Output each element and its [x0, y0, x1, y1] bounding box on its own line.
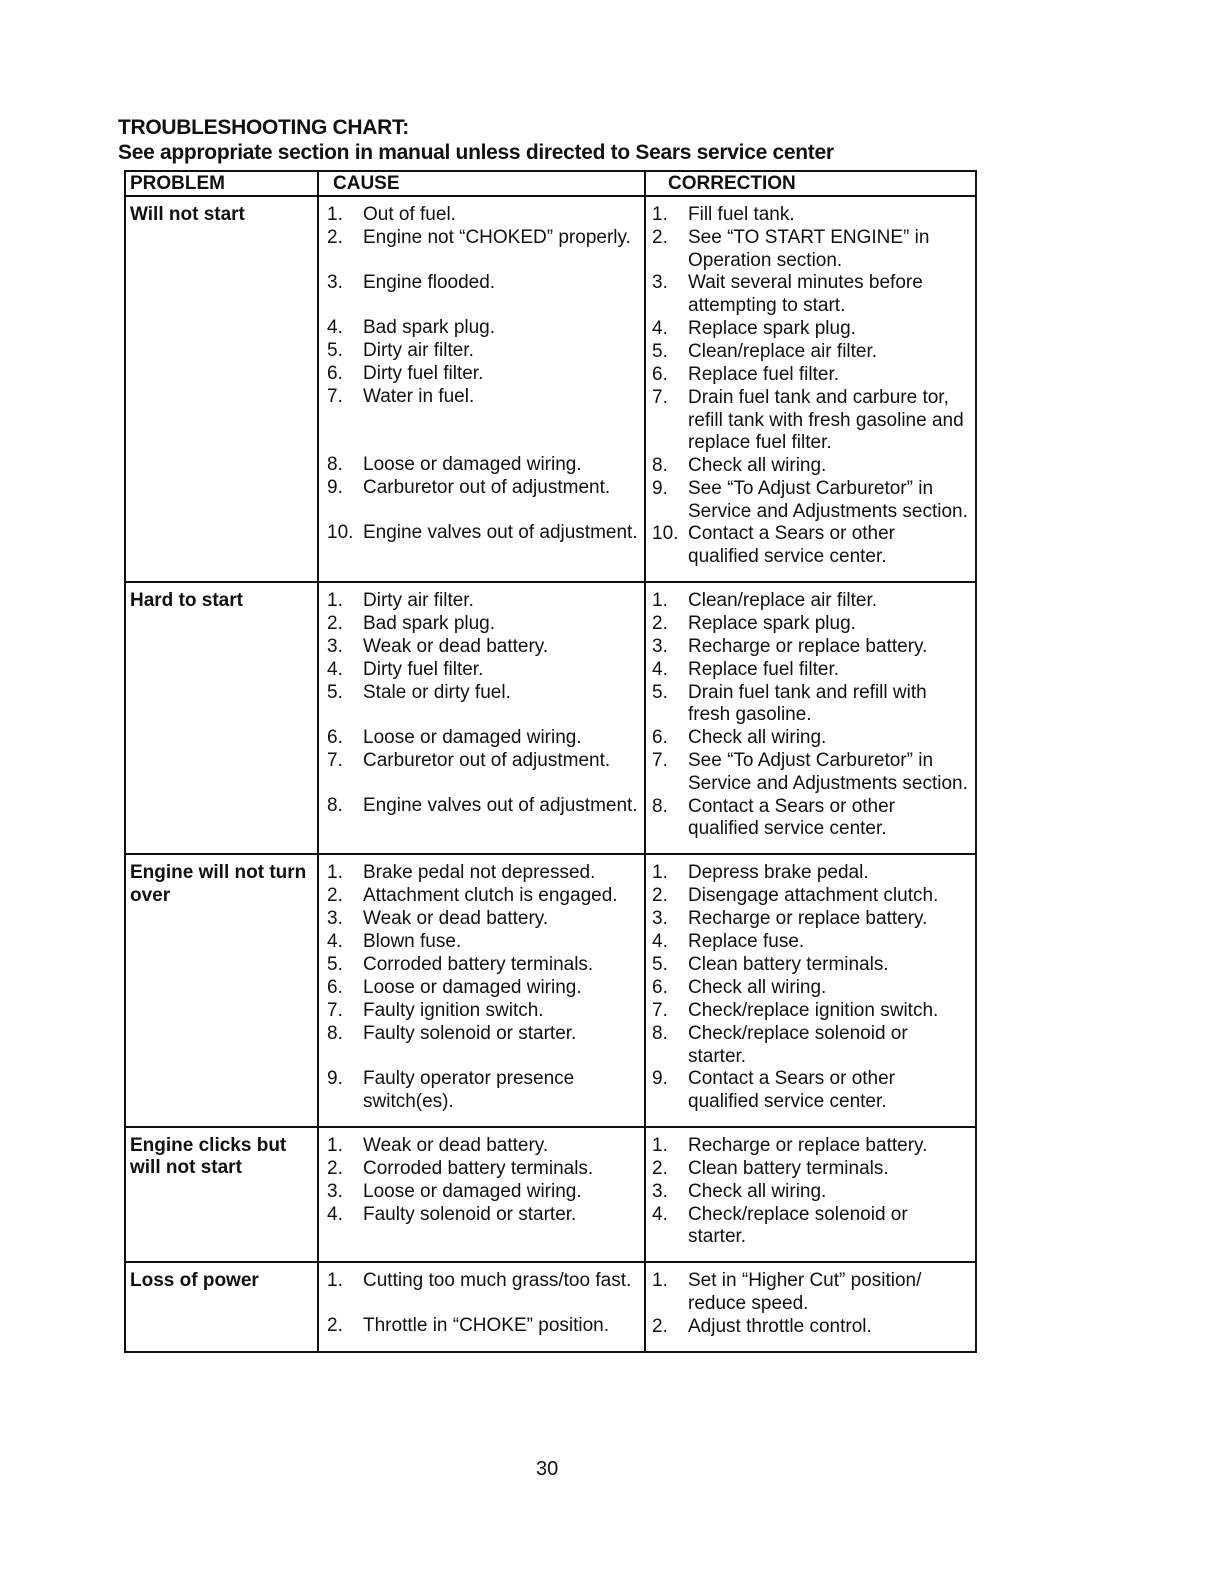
list-item: [652, 590, 971, 613]
cause-text: Loose or damaged wiring.: [363, 454, 582, 475]
cause-text: Weak or dead battery.: [363, 635, 549, 657]
correction-text: Check/replace solenoid or starter.: [688, 1203, 908, 1248]
item-number: 5.: [327, 340, 343, 361]
cause-text: Faulty operator presence switch(es).: [363, 1067, 575, 1112]
list-item: [652, 204, 971, 227]
correction-text: Clean/replace air filter.: [688, 589, 878, 611]
cause-text: Loose or damaged wiring.: [363, 726, 582, 748]
list-item: [327, 522, 640, 567]
correction-text: Drain fuel tank and refill with fresh gasoline.: [688, 681, 927, 726]
list-item: [327, 727, 640, 750]
item-number: 2.: [327, 1315, 343, 1337]
item-number: 1.: [327, 861, 343, 883]
list-item: [652, 364, 971, 387]
column-header-correction: CORRECTION: [645, 171, 976, 196]
list-item: [327, 954, 640, 977]
cause-text: Water in fuel.: [363, 386, 475, 407]
problem-cell: Loss of power: [125, 1262, 318, 1351]
item-number: 6.: [652, 976, 668, 998]
list-item: [327, 750, 640, 795]
cause-list: [327, 204, 640, 567]
cause-text: Dirty air filter.: [363, 340, 474, 361]
cause-text: Attachment clutch is engaged.: [363, 884, 618, 906]
item-number: 1.: [327, 1134, 343, 1156]
cause-cell: [318, 1262, 645, 1351]
list-item: [327, 1000, 640, 1023]
page-number: 30: [536, 1458, 559, 1480]
cause-text: Engine not “CHOKED” properly.: [363, 227, 631, 248]
cause-text: Weak or dead battery.: [363, 1134, 549, 1156]
correction-text: Check all wiring.: [688, 454, 827, 476]
item-number: 8.: [327, 794, 343, 816]
item-number: 5.: [652, 340, 668, 362]
correction-text: Depress brake pedal.: [688, 861, 869, 883]
table-row: [125, 1127, 976, 1262]
cause-text: Weak or dead battery.: [363, 907, 549, 929]
item-number: 2.: [652, 1157, 668, 1179]
correction-text: Check all wiring.: [688, 727, 827, 749]
item-number: 3.: [652, 272, 668, 294]
list-item: [652, 1158, 971, 1181]
cause-text: Carburetor out of adjustment.: [363, 749, 611, 771]
table-body: [125, 196, 976, 1352]
item-number: 4.: [327, 317, 343, 338]
correction-list: [652, 204, 971, 569]
list-item: [327, 590, 640, 613]
cause-text: Bad spark plug.: [363, 317, 496, 338]
item-number: 3.: [652, 1180, 668, 1202]
item-number: 4.: [327, 930, 343, 952]
cause-text: Faulty ignition switch.: [363, 999, 544, 1021]
problem-cell: Engine clicks but will not start: [125, 1127, 318, 1262]
item-number: 2.: [327, 884, 343, 906]
item-number: 1.: [327, 1270, 343, 1292]
list-item: [652, 318, 971, 341]
list-item: [327, 885, 640, 908]
table-row: [125, 196, 976, 582]
item-number: 1.: [652, 1134, 668, 1156]
list-item: [652, 885, 971, 908]
item-number: 7.: [652, 750, 668, 772]
cause-text: Engine flooded.: [363, 272, 496, 293]
correction-text: Recharge or replace battery.: [688, 635, 928, 657]
correction-text: Disengage attachment clutch.: [688, 884, 939, 906]
list-item: [327, 862, 640, 885]
list-item: [327, 386, 640, 454]
list-item: [327, 1158, 640, 1181]
list-item: [327, 682, 640, 727]
list-item: [652, 478, 971, 523]
list-item: [652, 1135, 971, 1158]
list-item: [652, 750, 971, 795]
correction-text: Clean battery terminals.: [688, 1157, 889, 1179]
item-number: 1.: [327, 204, 343, 225]
list-item: [327, 1315, 640, 1338]
item-number: 4.: [327, 658, 343, 680]
item-number: 3.: [327, 272, 343, 293]
item-number: 10.: [327, 522, 354, 543]
list-item: [652, 931, 971, 954]
cause-list: [327, 590, 640, 840]
chart-title: TROUBLESHOOTING CHART:: [118, 116, 409, 139]
table-row: [125, 1262, 976, 1351]
item-number: 2.: [327, 227, 343, 248]
correction-text: Set in “Higher Cut” position/ reduce speed.: [688, 1270, 922, 1314]
item-number: 7.: [327, 999, 343, 1021]
list-item: [327, 908, 640, 931]
list-item: [327, 363, 640, 386]
list-item: [652, 659, 971, 682]
correction-text: Replace spark plug.: [688, 317, 856, 339]
item-number: 8.: [652, 454, 668, 476]
cause-text: Throttle in “CHOKE” position.: [363, 1315, 610, 1337]
item-number: 3.: [652, 635, 668, 657]
item-number: 6.: [327, 363, 343, 384]
item-number: 6.: [652, 363, 668, 385]
correction-text: Contact a Sears or other qualified service center.: [688, 523, 895, 568]
cause-text: Faulty solenoid or starter.: [363, 1203, 577, 1225]
item-number: 8.: [327, 454, 343, 475]
item-number: 5.: [652, 681, 668, 703]
cause-text: Carburetor out of adjustment.: [363, 477, 611, 498]
list-item: [327, 204, 640, 227]
list-item: [327, 1181, 640, 1204]
problem-cell: Will not start: [125, 196, 318, 582]
correction-text: Replace spark plug.: [688, 612, 856, 634]
cause-text: Engine valves out of adjustment.: [363, 522, 638, 543]
item-number: 1.: [652, 204, 668, 225]
table-row: [125, 854, 976, 1127]
list-item: [652, 1204, 971, 1249]
item-number: 6.: [327, 976, 343, 998]
item-number: 4.: [652, 930, 668, 952]
item-number: 1.: [652, 1270, 668, 1292]
item-number: 3.: [652, 907, 668, 929]
chart-subtitle: See appropriate section in manual unless directed to Sears service center: [118, 141, 834, 164]
correction-text: Replace fuel filter.: [688, 363, 840, 385]
table-row: [125, 582, 976, 854]
list-item: [327, 613, 640, 636]
item-number: 8.: [327, 1022, 343, 1044]
cause-text: Stale or dirty fuel.: [363, 681, 511, 703]
cause-text: Corroded battery terminals.: [363, 953, 594, 975]
item-number: 2.: [652, 1315, 668, 1337]
list-item: [327, 454, 640, 477]
cause-cell: [318, 582, 645, 854]
item-number: 3.: [327, 907, 343, 929]
correction-text: See “To Adjust Carburetor” in Service and Adjustments section.: [688, 750, 968, 794]
list-item: [327, 636, 640, 659]
correction-text: Check/replace ignition switch.: [688, 999, 939, 1021]
list-item: [327, 477, 640, 522]
correction-text: Adjust throttle control.: [688, 1315, 872, 1337]
column-header-problem: PROBLEM: [125, 171, 318, 196]
list-item: [652, 341, 971, 364]
list-item: [652, 613, 971, 636]
list-item: [327, 977, 640, 1000]
correction-cell: [645, 854, 976, 1127]
correction-list: [652, 590, 971, 841]
correction-text: Wait several minutes before attempting to start.: [688, 272, 923, 317]
item-number: 8.: [652, 1022, 668, 1044]
list-item: [652, 636, 971, 659]
problem-cell: Hard to start: [125, 582, 318, 854]
list-item: [652, 1181, 971, 1204]
list-item: [652, 1000, 971, 1023]
list-item: [327, 1204, 640, 1249]
list-item: [327, 1023, 640, 1068]
list-item: [327, 795, 640, 840]
list-item: [327, 1270, 640, 1315]
list-item: [652, 908, 971, 931]
cause-text: Dirty fuel filter.: [363, 658, 484, 680]
correction-text: See “TO START ENGINE” in Operation section.: [688, 227, 930, 271]
item-number: 1.: [652, 589, 668, 611]
cause-text: Brake pedal not depressed.: [363, 861, 596, 883]
item-number: 6.: [652, 727, 668, 749]
item-number: 9.: [652, 1068, 668, 1090]
cause-cell: [318, 854, 645, 1127]
item-number: 2.: [652, 612, 668, 634]
list-item: [652, 727, 971, 750]
list-item: [327, 272, 640, 317]
item-number: 1.: [652, 861, 668, 883]
item-number: 3.: [327, 1180, 343, 1202]
correction-text: Recharge or replace battery.: [688, 907, 928, 929]
cause-text: Cutting too much grass/too fast.: [363, 1270, 632, 1292]
item-number: 7.: [327, 749, 343, 771]
item-number: 5.: [327, 953, 343, 975]
correction-text: Contact a Sears or other qualified service center.: [688, 1068, 895, 1113]
list-item: [652, 862, 971, 885]
item-number: 3.: [327, 635, 343, 657]
item-number: 2.: [327, 1157, 343, 1179]
correction-cell: [645, 1127, 976, 1262]
correction-text: Clean battery terminals.: [688, 953, 889, 975]
item-number: 5.: [327, 681, 343, 703]
item-number: 4.: [652, 1203, 668, 1225]
correction-text: Check all wiring.: [688, 1180, 827, 1202]
correction-text: See “To Adjust Carburetor” in Service and Adjustments section.: [688, 477, 968, 522]
correction-list: [652, 1135, 971, 1249]
list-item: [327, 931, 640, 954]
item-number: 7.: [652, 999, 668, 1021]
list-item: [652, 387, 971, 455]
list-item: [652, 954, 971, 977]
list-item: [327, 1068, 640, 1113]
cause-text: Dirty fuel filter.: [363, 363, 484, 384]
item-number: 4.: [327, 1203, 343, 1225]
cause-cell: [318, 196, 645, 582]
cause-text: Bad spark plug.: [363, 612, 496, 634]
item-number: 1.: [327, 589, 343, 611]
correction-text: Contact a Sears or other qualified service center.: [688, 795, 895, 840]
list-item: [652, 682, 971, 727]
item-number: 9.: [327, 1067, 343, 1089]
item-number: 4.: [652, 658, 668, 680]
troubleshooting-table: [124, 170, 977, 1353]
correction-text: Check all wiring.: [688, 976, 827, 998]
correction-cell: [645, 196, 976, 582]
item-number: 7.: [327, 386, 343, 407]
table-header-row: [125, 171, 976, 196]
list-item: [652, 227, 971, 272]
cause-list: [327, 1270, 640, 1338]
cause-text: Corroded battery terminals.: [363, 1157, 594, 1179]
correction-text: Drain fuel tank and carbure tor, refill tank with fresh gasoline and replace fuel filter.: [688, 386, 964, 454]
item-number: 9.: [652, 477, 668, 499]
list-item: [652, 977, 971, 1000]
item-number: 10.: [652, 523, 679, 545]
cause-cell: [318, 1127, 645, 1262]
list-item: [652, 796, 971, 841]
correction-cell: [645, 582, 976, 854]
correction-text: Fill fuel tank.: [688, 204, 795, 225]
cause-text: Out of fuel.: [363, 204, 456, 225]
list-item: [652, 1270, 971, 1315]
item-number: 5.: [652, 953, 668, 975]
list-item: [652, 1023, 971, 1068]
list-item: [652, 523, 971, 568]
list-item: [652, 1068, 971, 1113]
item-number: 2.: [652, 884, 668, 906]
column-header-cause: CAUSE: [318, 171, 645, 196]
cause-text: Dirty air filter.: [363, 589, 474, 611]
list-item: [327, 340, 640, 363]
problem-cell: Engine will not turn over: [125, 854, 318, 1127]
item-number: 4.: [652, 317, 668, 339]
cause-text: Loose or damaged wiring.: [363, 976, 582, 998]
cause-text: Engine valves out of adjustment.: [363, 794, 638, 816]
correction-list: [652, 1270, 971, 1338]
correction-text: Clean/replace air filter.: [688, 340, 878, 362]
correction-text: Replace fuse.: [688, 930, 805, 952]
cause-list: [327, 1135, 640, 1249]
list-item: [327, 227, 640, 272]
list-item: [652, 272, 971, 317]
cause-text: Loose or damaged wiring.: [363, 1180, 582, 1202]
item-number: 6.: [327, 726, 343, 748]
list-item: [327, 1135, 640, 1158]
list-item: [327, 317, 640, 340]
cause-text: Blown fuse.: [363, 930, 462, 952]
correction-list: [652, 862, 971, 1114]
item-number: 7.: [652, 386, 668, 408]
cause-list: [327, 862, 640, 1113]
item-number: 8.: [652, 795, 668, 817]
item-number: 2.: [327, 612, 343, 634]
correction-text: Recharge or replace battery.: [688, 1134, 928, 1156]
correction-text: Replace fuel filter.: [688, 658, 840, 680]
cause-text: Faulty solenoid or starter.: [363, 1022, 577, 1044]
item-number: 2.: [652, 227, 668, 248]
item-number: 9.: [327, 477, 343, 498]
list-item: [652, 1316, 971, 1339]
correction-cell: [645, 1262, 976, 1351]
list-item: [327, 659, 640, 682]
correction-text: Check/replace solenoid or starter.: [688, 1022, 908, 1067]
list-item: [652, 455, 971, 478]
